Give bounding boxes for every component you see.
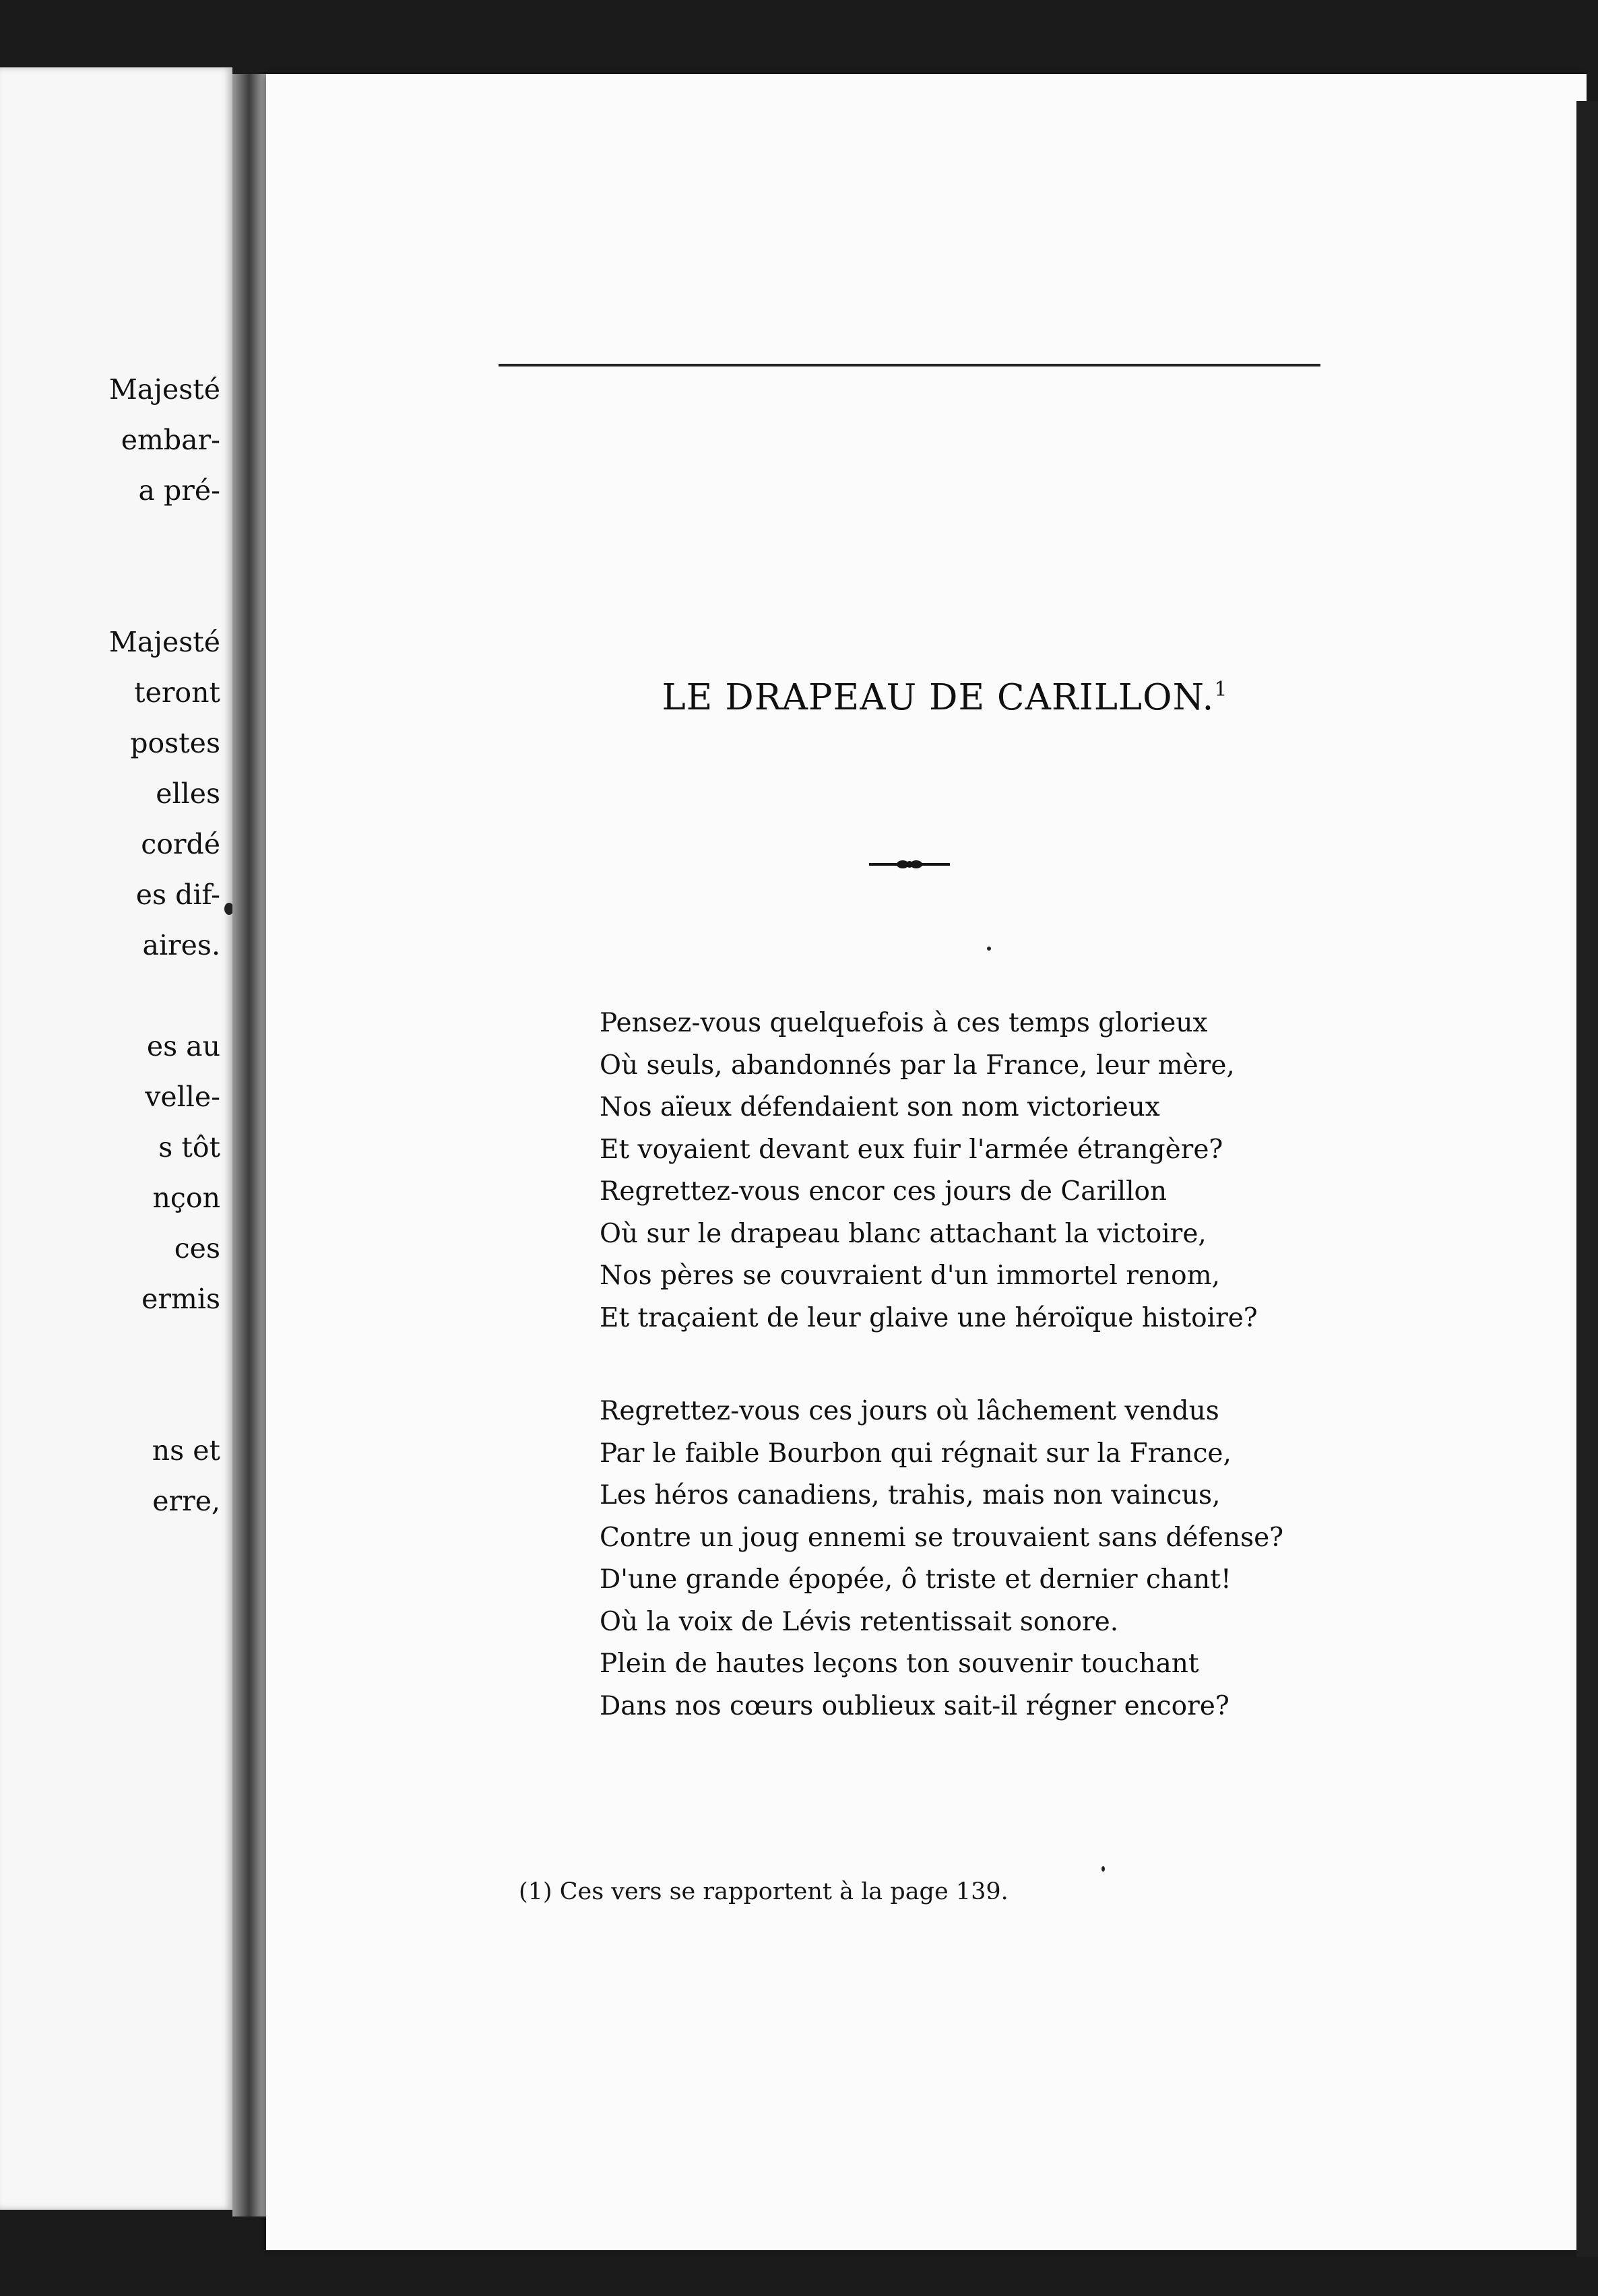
verse-line: D'une grande épopée, ô triste et dernier chant! <box>600 1564 1232 1595</box>
verse-line: Où seuls, abandonnés par la France, leur mère, <box>600 1050 1235 1081</box>
left-page-fragment: cordé <box>141 828 220 860</box>
poem-title-text: LE DRAPEAU DE CARILLON. <box>662 677 1215 718</box>
left-page-fragment: ces <box>174 1232 220 1265</box>
ink-speck <box>224 903 232 915</box>
left-page-fragment: nçon <box>152 1182 220 1214</box>
verse-line: Plein de hautes leçons ton souvenir touchant <box>600 1649 1199 1679</box>
verse-line: Regrettez-vous ces jours où lâchement vendus <box>600 1396 1219 1426</box>
left-page-fragment: es au <box>146 1030 220 1062</box>
left-page-fragment: aires. <box>142 929 220 961</box>
verse-line: Pensez-vous quelquefois à ces temps glorieux <box>600 1008 1208 1038</box>
verse-line: Nos pères se couvraient d'un immortel renom, <box>600 1261 1220 1291</box>
left-page-fragment: ermis <box>141 1283 220 1315</box>
ink-speck <box>987 947 991 951</box>
verse-line: Les héros canadiens, trahis, mais non vaincus, <box>600 1480 1221 1510</box>
left-page-fragment: teront <box>134 676 220 709</box>
verse-line: Contre un joug ennemi se trouvaient sans défense? <box>600 1522 1284 1553</box>
verse-line: Et voyaient devant eux fuir l'armée étrangère? <box>600 1134 1223 1165</box>
left-page-fragment: Majesté <box>108 626 220 658</box>
verse-line: Nos aïeux défendaient son nom victorieux <box>600 1092 1160 1122</box>
verse-line: Dans nos cœurs oublieux sait-il régner encore? <box>600 1690 1229 1721</box>
left-page-fragment: Majesté <box>108 373 220 406</box>
left-page-fragment: ns et <box>152 1434 220 1467</box>
right-scan-edge <box>1576 101 1598 2257</box>
verse-line: Où sur le drapeau blanc attachant la victoire, <box>600 1218 1207 1249</box>
left-page-fragment: es dif- <box>135 879 220 911</box>
stanza-1 <box>600 1002 1258 1339</box>
right-page <box>266 74 1587 2250</box>
verse-line: Regrettez-vous encor ces jours de Carillon <box>600 1176 1168 1207</box>
poem-title <box>266 677 1587 718</box>
stanza-2 <box>600 1391 1283 1727</box>
left-page-fragment: erre, <box>152 1485 220 1517</box>
left-page <box>0 67 232 2210</box>
verse-line: Par le faible Bourbon qui régnait sur la France, <box>600 1438 1232 1469</box>
header-rule <box>499 364 1320 366</box>
left-page-fragment: postes <box>130 727 220 759</box>
book-spine-gutter <box>232 74 269 2217</box>
left-page-fragment: elles <box>156 777 220 810</box>
left-page-fragment: s tôt <box>158 1131 220 1163</box>
left-page-fragment: a pré- <box>138 474 220 507</box>
footnote: (1) Ces vers se rapportent à la page 139. <box>519 1878 1009 1905</box>
verse-line: Et traçaient de leur glaive une héroïque histoire? <box>600 1302 1258 1333</box>
ink-speck <box>1101 1866 1105 1872</box>
verse-line: Où la voix de Lévis retentissait sonore. <box>600 1606 1119 1637</box>
footnote-mark: 1 <box>1214 678 1228 701</box>
left-page-fragment: velle- <box>145 1081 220 1113</box>
left-page-fragment: embar- <box>121 424 220 456</box>
ornament-divider-icon <box>869 858 950 871</box>
